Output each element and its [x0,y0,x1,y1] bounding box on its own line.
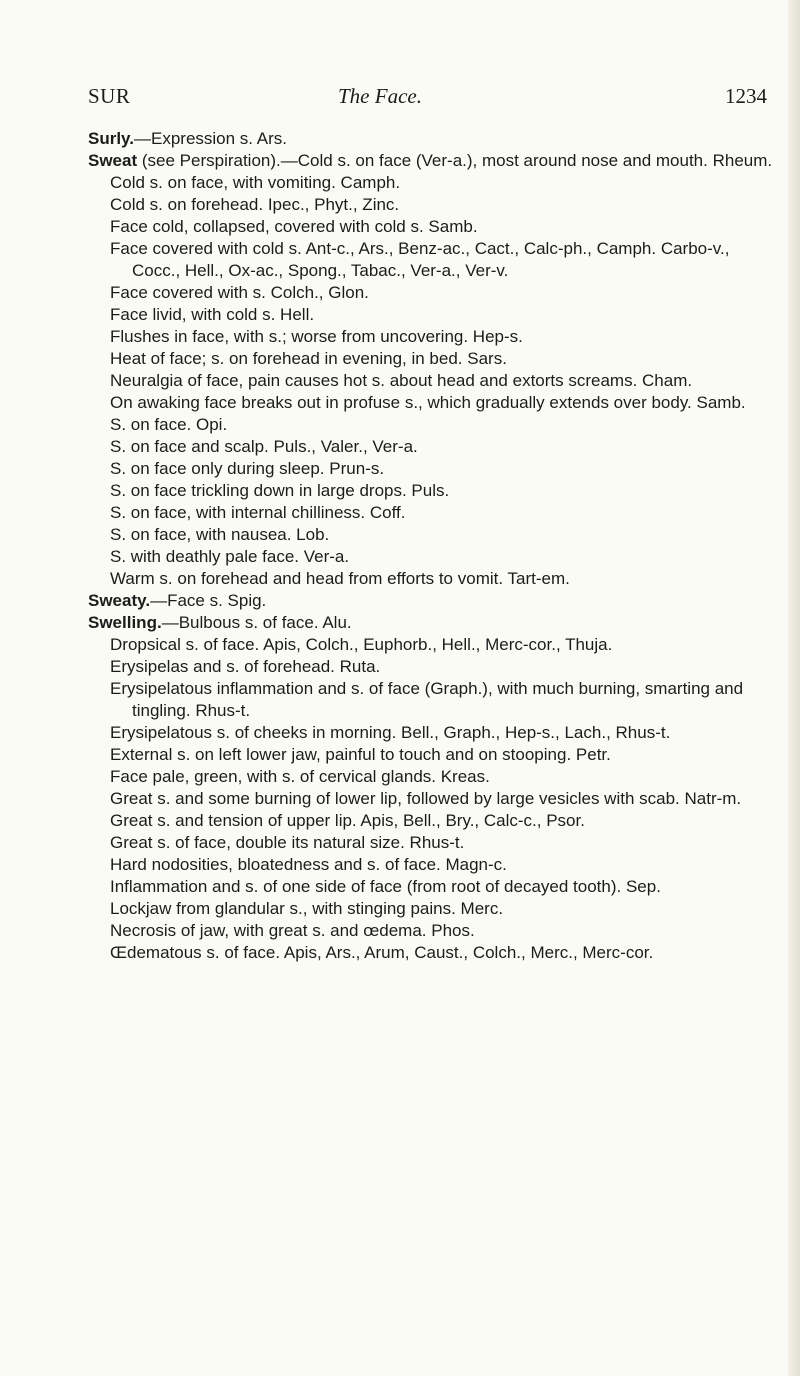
running-header [0,84,800,114]
sub-rubric-entry [88,546,776,568]
sub-rubric-entry [88,502,776,524]
entry-text: On awaking face breaks out in profuse s., which gradually extends over body. Samb. [110,393,746,412]
header-title: The Face. [338,84,422,108]
entry-text: Erysipelas and s. of forehead. Ruta. [110,657,381,676]
rubric-heading-entry [88,590,776,612]
page-edge [788,0,800,1376]
repertory-entries [88,128,776,964]
sub-rubric-entry [88,854,776,876]
sub-rubric-entry [88,634,776,656]
sub-rubric-entry [88,744,776,766]
rubric-term: Sweat [88,151,138,170]
sub-rubric-entry [88,722,776,744]
sub-rubric-entry [88,656,776,678]
entry-text: S. on face and scalp. Puls., Valer., Ver-a. [110,437,418,456]
sub-rubric-entry [88,832,776,854]
entry-text: S. on face, with internal chilliness. Coff. [110,503,406,522]
entry-text: Lockjaw from glandular s., with stinging pains. Merc. [110,899,504,918]
sub-rubric-entry [88,172,776,194]
rubric-heading-entry [88,150,776,172]
entry-text: Erysipelatous inflammation and s. of face (Graph.), with much burning, smarting and tingling. Rhus-t. [110,679,744,720]
entry-text: Dropsical s. of face. Apis, Colch., Euphorb., Hell., Merc-cor., Thuja. [110,635,613,654]
sub-rubric-entry [88,194,776,216]
sub-rubric-entry [88,766,776,788]
sub-rubric-entry [88,788,776,810]
rubric-heading-entry [88,128,776,150]
header-section: SUR [88,84,131,108]
entry-text: Face cold, collapsed, covered with cold s. Samb. [110,217,478,236]
entry-text: S. on face trickling down in large drops. Puls. [110,481,450,500]
sub-rubric-entry [88,568,776,590]
entry-text: Inflammation and s. of one side of face (from root of decayed tooth). Sep. [110,877,661,896]
sub-rubric-entry [88,898,776,920]
entry-text: S. on face. Opi. [110,415,228,434]
sub-rubric-entry [88,282,776,304]
rubric-heading-entry [88,612,776,634]
sub-rubric-entry [88,370,776,392]
page-number: 1234 [725,84,767,108]
entry-text: —Face s. Spig. [150,591,267,610]
entry-text: —Bulbous s. of face. Alu. [161,613,352,632]
entry-text: S. on face, with nausea. Lob. [110,525,330,544]
sub-rubric-entry [88,458,776,480]
entry-text: Flushes in face, with s.; worse from uncovering. Hep-s. [110,327,523,346]
sub-rubric-entry [88,304,776,326]
sub-rubric-entry [88,920,776,942]
sub-rubric-entry [88,876,776,898]
entry-text: Face livid, with cold s. Hell. [110,305,315,324]
sub-rubric-entry [88,326,776,348]
entry-text: Cold s. on face, with vomiting. Camph. [110,173,401,192]
sub-rubric-entry [88,216,776,238]
entry-text: Neuralgia of face, pain causes hot s. about head and extorts screams. Cham. [110,371,693,390]
entry-text: External s. on left lower jaw, painful to touch and on stooping. Petr. [110,745,611,764]
sub-rubric-entry [88,392,776,414]
entry-text: Œdematous s. of face. Apis, Ars., Arum, Caust., Colch., Merc., Merc-cor. [110,943,654,962]
sub-rubric-entry [88,810,776,832]
rubric-term: Surly. [88,129,134,148]
entry-text: S. on face only during sleep. Prun-s. [110,459,385,478]
entry-text: Face covered with cold s. Ant-c., Ars., Benz-ac., Cact., Calc-ph., Camph. Carbo-v., Cocc., Hell., Ox-ac., Spong., Tabac., Ver-a., Ver-v. [110,239,730,280]
entry-text: Necrosis of jaw, with great s. and œdema. Phos. [110,921,475,940]
entry-text: Erysipelatous s. of cheeks in morning. Bell., Graph., Hep-s., Lach., Rhus-t. [110,723,671,742]
sub-rubric-entry [88,678,776,722]
rubric-term: Swelling. [88,613,162,632]
sub-rubric-entry [88,348,776,370]
sub-rubric-entry [88,414,776,436]
sub-rubric-entry [88,480,776,502]
entry-text: Face covered with s. Colch., Glon. [110,283,369,302]
entry-text: Great s. and tension of upper lip. Apis, Bell., Bry., Calc-c., Psor. [110,811,585,830]
sub-rubric-entry [88,436,776,458]
entry-text: —Expression s. Ars. [133,129,288,148]
entry-text: Cold s. on forehead. Ipec., Phyt., Zinc. [110,195,400,214]
entry-text: Hard nodosities, bloatedness and s. of face. Magn-c. [110,855,507,874]
sub-rubric-entry [88,238,776,282]
rubric-term: Sweaty. [88,591,151,610]
entry-text: (see Perspiration).—Cold s. on face (Ver-a.), most around nose and mouth. Rheum. [137,151,773,170]
entry-text: Great s. and some burning of lower lip, followed by large vesicles with scab. Natr-m. [110,789,742,808]
sub-rubric-entry [88,942,776,964]
sub-rubric-entry [88,524,776,546]
entry-text: Warm s. on forehead and head from efforts to vomit. Tart-em. [110,569,570,588]
entry-text: Great s. of face, double its natural size. Rhus-t. [110,833,465,852]
entry-text: Face pale, green, with s. of cervical glands. Kreas. [110,767,490,786]
entry-text: Heat of face; s. on forehead in evening, in bed. Sars. [110,349,507,368]
entry-text: S. with deathly pale face. Ver-a. [110,547,350,566]
